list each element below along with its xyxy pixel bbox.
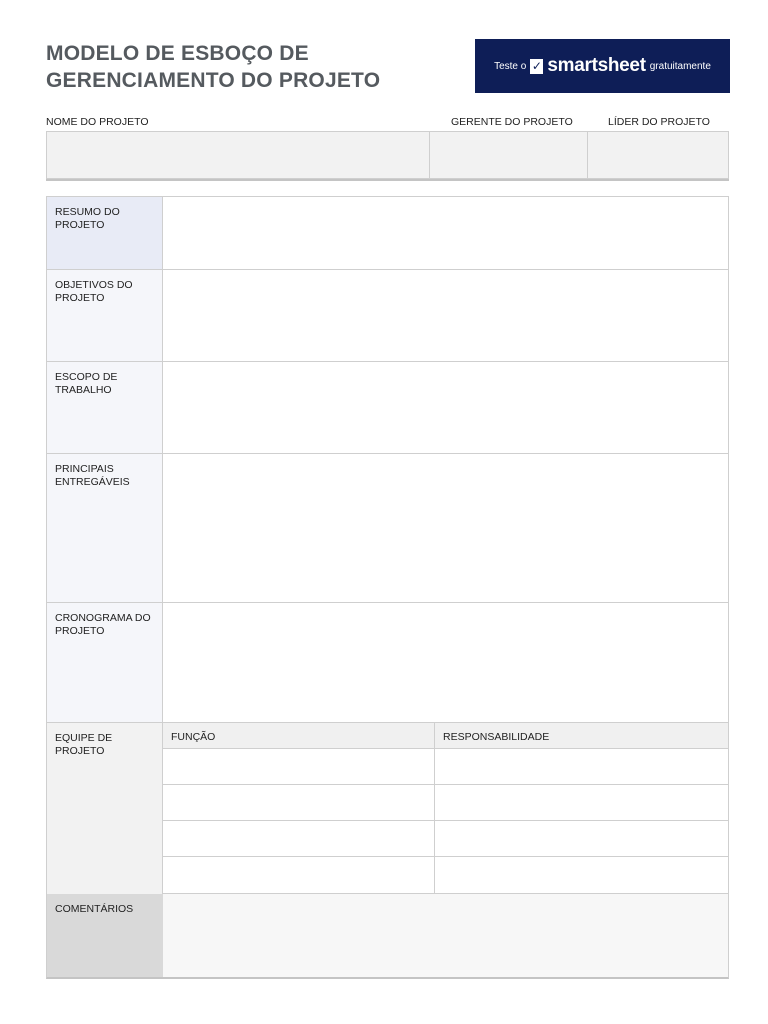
promo-brand: smartsheet [547, 55, 646, 76]
section-label-deliverables: PRINCIPAIS ENTREGÁVEIS [47, 454, 163, 602]
schedule-field[interactable] [163, 603, 728, 722]
section-row-comments [46, 894, 729, 979]
project-leader-label: LÍDER DO PROJETO [608, 116, 710, 128]
team-responsibility-cell[interactable] [435, 821, 728, 857]
team-function-cell[interactable] [163, 821, 435, 857]
team-responsibility-cell[interactable] [435, 785, 728, 821]
outline-form [46, 196, 729, 981]
section-row-summary [46, 196, 729, 270]
section-row-objectives [46, 270, 729, 362]
team-function-cell[interactable] [163, 785, 435, 821]
section-label-team: EQUIPE DE PROJETO [47, 723, 163, 894]
team-responsibility-cell[interactable] [435, 857, 728, 893]
deliverables-field[interactable] [163, 454, 728, 602]
section-row-scope [46, 362, 729, 454]
smartsheet-promo-banner[interactable] [475, 39, 730, 93]
promo-suffix: gratuitamente [649, 60, 711, 72]
team-column-responsibility: RESPONSABILIDADE [435, 723, 728, 749]
project-leader-field[interactable] [587, 131, 729, 179]
scope-field[interactable] [163, 362, 728, 453]
project-name-label: NOME DO PROJETO [46, 116, 149, 128]
objectives-field[interactable] [163, 270, 728, 361]
section-label-objectives: OBJETIVOS DO PROJETO [47, 270, 163, 361]
title-line-1: MODELO DE ESBOÇO DE [46, 42, 309, 65]
header-divider [46, 179, 729, 181]
promo-prefix: Teste o [494, 60, 527, 72]
comments-field[interactable] [163, 894, 728, 977]
section-label-scope: ESCOPO DE TRABALHO [47, 362, 163, 453]
section-label-schedule: CRONOGRAMA DO PROJETO [47, 603, 163, 722]
project-manager-label: GERENTE DO PROJETO [451, 116, 573, 128]
section-row-deliverables [46, 454, 729, 603]
section-row-team [46, 723, 729, 894]
project-manager-field[interactable] [429, 131, 588, 179]
section-label-summary: RESUMO DO PROJETO [47, 197, 163, 269]
team-function-cell[interactable] [163, 749, 435, 785]
title-line-2: GERENCIAMENTO DO PROJETO [46, 69, 381, 92]
section-row-schedule [46, 603, 729, 723]
team-responsibility-cell[interactable] [435, 749, 728, 785]
smartsheet-check-icon: ✓ [531, 58, 542, 73]
team-function-cell[interactable] [163, 857, 435, 893]
team-column-function: FUNÇÃO [163, 723, 435, 749]
summary-field[interactable] [163, 197, 728, 269]
section-label-comments: COMENTÁRIOS [47, 894, 163, 977]
project-name-field[interactable] [46, 131, 430, 179]
page-title [46, 40, 380, 94]
